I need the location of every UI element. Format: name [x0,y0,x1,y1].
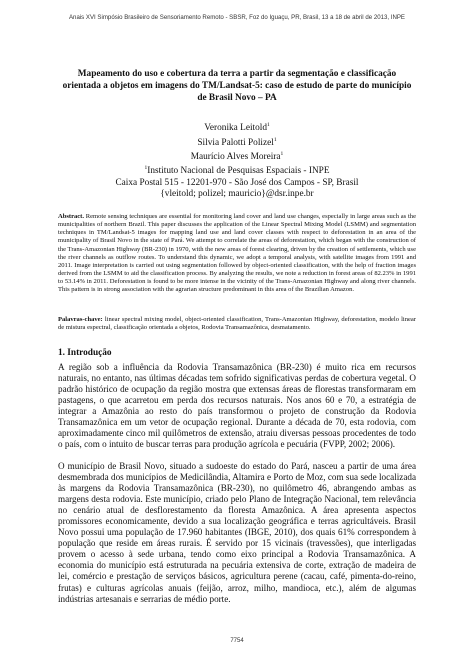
author-3 [0,149,474,164]
author-name: Silvia Palotti Polizel [197,137,274,148]
abstract-label: Abstract. [58,213,84,220]
affiliation-emails: {vleitold; polizel; mauricio}@dsr.inpe.br [160,189,314,200]
body-paragraph: A região sob a influência da Rodovia Transamazônica (BR-230) é muito rica em recursos naturais, no entanto, nas últimas décadas tem sofrido significativas perdas de cobertura vegetal. O padrão histórico de ocupação da região mostra que extensas áreas de florestas transformaram em pastagens, o que acarretou em perda dos recursos naturais. Nos anos 60 e 70, a estratégia de integrar a Amazônia ao resto do país transformou o projeto de construção da Rodovia Transamazônica em um vetor de ocupação regional. Durante a década de 70, esta rodovia, com aproximadamente cinco mil quilômetros de extensão, atraiu diversas pessoas procedentes de todo o país, com o intuito de buscar terras para produção agrícola e pecuária (FVPP, 2002; 2006). [58,362,416,450]
abstract [58,213,416,295]
keywords [58,316,416,332]
affiliation-mark: 1 [144,165,148,171]
affiliation-address: Caixa Postal 515 - 12201-970 - São José dos Campos - SP, Brasil [115,177,359,188]
author-affiliation-mark: 1 [267,122,270,128]
affiliation-institution: Instituto Nacional de Pesquisas Espaciais - INPE [147,166,330,177]
author-list [0,120,474,164]
section-heading-introducao: 1. Introdução [58,348,112,358]
abstract-text: Remote sensing techniques are essential for monitoring land cover and land use changes, especially in large areas such as the municipalities of northern Brazil. This paper discusses the application of the Linear Spectral Mixing Model (LSMM) and segmentation techniques in TM/Landsat-5 images for mapping land use and land cover classes with respect to deforestation in an area of the municipality of Brasil Novo in the state of Pará. We attempt to correlate the areas of deforestation, which began with the construction of the Trans-Amazonian Highway (BR-230) in 1970, with the new areas of forest clearing, driven by the creation of settlements, which use the river channels as outflow routes. To understand this dynamic, we adopt a temporal analysis, with satellite images from 1991 and 2011. Image interpretation is carried out using segmentation followed by object-oriented classification, with the help of fraction images derived from the LSMM to aid the classification process. By analyzing the results, we note a reduction in forest areas of 82.23% in 1991 to 53.14% in 2011. Deforestation is found to be more intense in the vicinity of the Trans-Amazonian Highway and along river channels. This pattern is in strong association with the agrarian structure predominant in this area of the Brazilian Amazon. [58,213,416,294]
author-name: Veronika Leitold [204,123,267,134]
author-affiliation-mark: 1 [280,151,284,158]
running-header: Anais XVI Simpósio Brasileiro de Sensoriamento Remoto - SBSR, Foz do Iguaçu, PR, Brasil, 13 a 18 de abril de 2013, INPE [68,14,405,21]
author-1 [0,120,474,135]
affiliation-block [0,163,474,201]
author-affiliation-mark: 1 [273,136,277,143]
author-2 [0,135,474,150]
keywords-label: Palavras-chave: [58,316,103,323]
author-name: Maurício Alves Moreira [190,152,281,163]
affiliation-institution-line [0,163,474,178]
page-number: 7754 [230,638,244,644]
paper-title: Mapeamento do uso e cobertura da terra a partir da segmentação e classificação orientada a objetos em imagens do TM/Landsat-5: caso de estudo de parte do município de Brasil Novo – PA [62,69,412,103]
body-paragraph: O município de Brasil Novo, situado a sudoeste do estado do Pará, nasceu a partir de uma área desmembrada dos municípios de Medicilândia, Altamira e Porto de Moz, com sua sede localizada às margens da Rodovia Transamazônica (BR-230), no quilômetro 46, abrangendo ambas as margens desta rodovia. Este município, criado pelo Plano de Integração Nacional, tem relevância no cenário atual de desflorestamento da floresta Amazônica. A área apresenta aspectos promissores economicamente, devido a sua localização geográfica e terras agricultáveis. Brasil Novo possui uma população de 17.960 habitantes (IBGE, 2010), dos quais 61% correspondem à população que reside em áreas rurais. É servido por 15 vicinais (travessões), que interligadas provem o acesso à sede urbana, tendo como eixo principal a Rodovia Transamazônica. A economia do município está estruturada na pecuária extensiva de corte, extração de madeira de lei, comércio e prestação de serviços básicos, agricultura perene (cacau, café, pimenta-do-reino, frutas) e culturas agrícolas anuais (feijão, arroz, milho, mandioca, etc.), além de algumas indústrias artesanais e serrarias de médio porte. [58,461,416,604]
keywords-text: linear spectral mixing model, object-oriented classification, Trans-Amazonian Highway, deforestation, modelo linear de mistura espectral, classificação orientada a objetos, Rodovia Transamazônica, desmatamento. [58,316,416,332]
